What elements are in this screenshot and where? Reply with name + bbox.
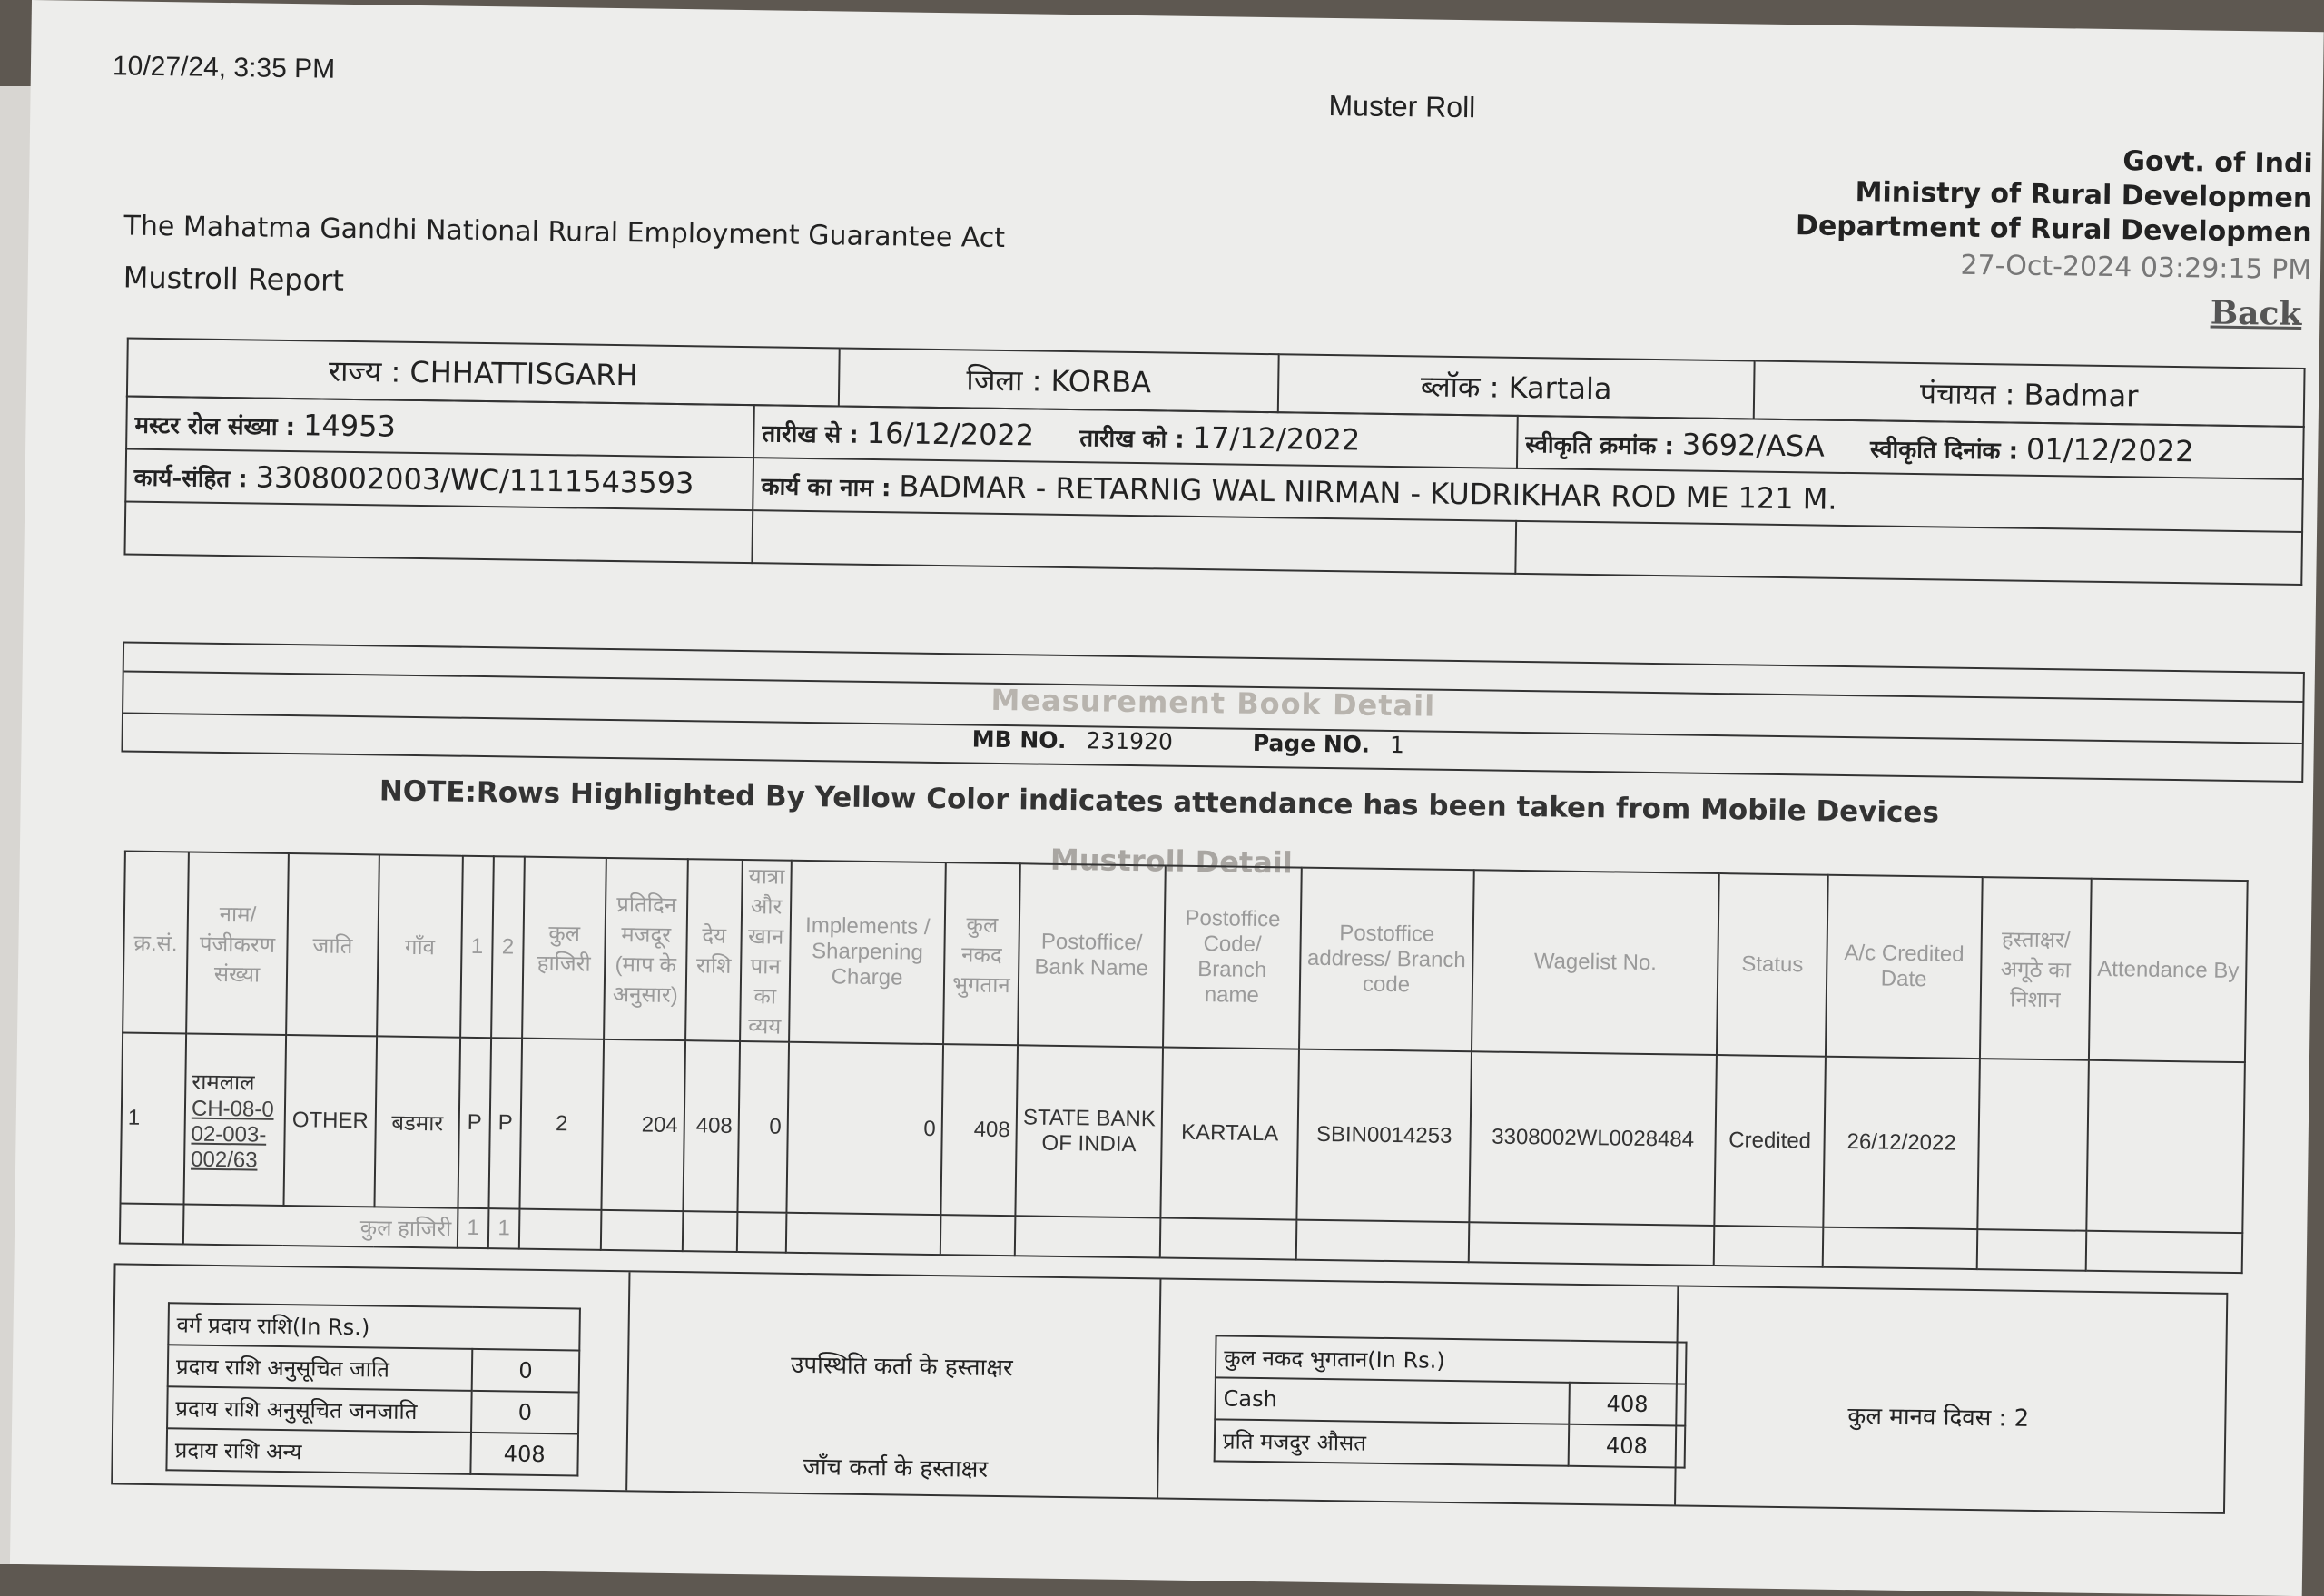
back-link[interactable]: Back — [2210, 293, 2302, 333]
cell-day-1: P — [458, 1038, 491, 1208]
gov-line-3: Department of Rural Developmen — [1795, 210, 2312, 250]
cell-branch: KARTALA — [1160, 1048, 1299, 1220]
mustroll-table — [119, 851, 2249, 1275]
cell-empty — [1977, 1229, 2087, 1271]
total-label: कुल हाजिरी — [183, 1204, 458, 1247]
table-row — [121, 1033, 2245, 1234]
cell-daily-wage: 204 — [601, 1039, 685, 1211]
mb-no: 231920 — [1086, 727, 1174, 755]
panchayat-cell: पंचायत : Badmar — [1754, 361, 2305, 427]
cell-empty — [737, 1212, 787, 1253]
cell-empty — [601, 1210, 684, 1251]
measurement-book-box — [121, 641, 2304, 783]
muster-no: 14953 — [302, 408, 397, 444]
cash-title: कुल नकद भुगतान(In Rs.) — [1216, 1335, 1687, 1384]
cell-total-cash: 408 — [940, 1044, 1018, 1216]
page-no-label: Page NO. — [1252, 729, 1371, 758]
col-branch: Postoffice Code/ Branch name — [1163, 866, 1302, 1049]
date-to: 17/12/2022 — [1192, 419, 1361, 458]
col-name: नाम/ पंजीकरण संख्या — [186, 852, 289, 1036]
cell-empty — [1714, 1226, 1824, 1267]
cell-empty — [1160, 1217, 1297, 1259]
col-day-1: 1 — [460, 856, 494, 1038]
sc-value: 0 — [472, 1349, 580, 1393]
checker-signature-label: जाँच कर्ता के हस्ताक्षर — [803, 1453, 989, 1483]
sc-label: प्रदाय राशि अनुसूचित जाति — [168, 1345, 473, 1391]
footer-box — [111, 1263, 2228, 1513]
other-label: प्रदाय राशि अन्य — [166, 1428, 471, 1474]
worker-name: रामलाल — [192, 1069, 255, 1096]
work-code-label: कार्य-संहित : — [133, 464, 256, 494]
col-day-2: 2 — [491, 856, 525, 1038]
cell-implements: 0 — [786, 1042, 943, 1215]
col-total-cash: कुल नकद भुगतान — [943, 862, 1020, 1045]
cell-empty — [519, 1209, 602, 1250]
print-datetime: 10/27/24, 3:35 PM — [112, 51, 336, 84]
col-implements: Implements / Sharpening Charge — [789, 861, 946, 1044]
muster-no-label: मस्टर रोल संख्या : — [134, 411, 304, 442]
empty-cell — [124, 501, 753, 563]
st-label: प्रदाय राशि अनुसूचित जनजाति — [167, 1386, 472, 1433]
table-header-row — [123, 852, 2248, 1063]
cell-total-attendance: 2 — [519, 1039, 604, 1210]
col-caste: जाति — [286, 853, 379, 1036]
col-attendance-by: Attendance By — [2089, 879, 2248, 1062]
col-wagelist: Wagelist No. — [1472, 870, 1719, 1055]
cell-day-2: P — [488, 1038, 522, 1208]
col-signature: हस्ताक्षर/ अगूठे का निशान — [1980, 877, 2092, 1060]
muster-roll-page — [10, 0, 2324, 1596]
person-days: कुल मानव दिवस : 2 — [1847, 1403, 2030, 1433]
cash-value: 408 — [1569, 1383, 1686, 1426]
work-code: 3308002003/WC/1111543593 — [255, 459, 694, 501]
gov-line-2: Ministry of Rural Developmen — [1855, 176, 2313, 215]
cash-label: Cash — [1215, 1377, 1570, 1424]
col-village: गाँव — [377, 854, 463, 1037]
cell-payable: 408 — [683, 1040, 740, 1212]
avg-value: 408 — [1569, 1424, 1686, 1468]
sanction-date: 01/12/2022 — [2025, 431, 2194, 469]
note-text: NOTE:Rows Highlighted By Yellow Color indicates attendance has been taken from Mobile Devices — [379, 774, 1940, 830]
cell-empty — [940, 1215, 1016, 1256]
cell-empty — [683, 1211, 738, 1252]
cell-empty — [1296, 1220, 1470, 1263]
cell-sn: 1 — [121, 1033, 187, 1205]
category-table — [165, 1302, 581, 1476]
state-cell: राज्य : CHHATTISGARH — [127, 339, 840, 407]
col-credited-date: A/c Credited Date — [1826, 875, 1983, 1059]
col-sn: क्र.सं. — [123, 852, 189, 1034]
cell-credited-date: 26/12/2022 — [1823, 1057, 1980, 1229]
district-cell: जिला : KORBA — [839, 348, 1279, 412]
total-day-1: 1 — [458, 1208, 489, 1248]
cell-attendance-by — [2086, 1060, 2245, 1233]
cell-empty — [786, 1213, 941, 1255]
mb-no-block — [972, 726, 1405, 759]
mb-title: Measurement Book Detail — [990, 682, 1436, 724]
block-cell: ब्लॉक : Kartala — [1278, 354, 1755, 419]
category-title: वर्ग प्रदाय राशि(In Rs.) — [168, 1303, 580, 1350]
work-name-label: कार्य का नाम : — [761, 473, 900, 503]
cell-travel: 0 — [737, 1041, 789, 1213]
cell-wagelist: 3308002WL0028484 — [1469, 1051, 1717, 1226]
cell-name — [183, 1033, 286, 1206]
col-status: Status — [1717, 873, 1828, 1057]
avg-label: प्रति मजदुर औसत — [1215, 1419, 1570, 1465]
st-value: 0 — [471, 1391, 579, 1434]
cell-bank: STATE BANK OF INDIA — [1015, 1045, 1163, 1217]
mustroll-detail-title: Mustroll Detail — [1049, 842, 1294, 881]
col-ifsc: Postoffice address/ Branch code — [1299, 868, 1474, 1052]
cash-table — [1214, 1335, 1688, 1468]
total-day-2: 1 — [488, 1208, 520, 1248]
empty-cell — [752, 510, 1516, 574]
cell-empty — [1823, 1227, 1978, 1269]
cell-village: बडमार — [374, 1036, 460, 1207]
act-title: The Mahatma Gandhi National Rural Employment Guarantee Act — [123, 210, 1006, 254]
cell-empty — [2086, 1231, 2243, 1273]
col-travel: यात्रा और खान पान का व्यय — [740, 860, 792, 1042]
page-no: 1 — [1389, 731, 1405, 759]
work-name: BADMAR - RETARNIG WAL NIRMAN - KUDRIKHAR ROD ME 121 M. — [899, 468, 1837, 517]
attendance-signature-label: उपस्थिति कर्ता के हस्ताक्षर — [790, 1351, 1013, 1383]
cell-empty — [1015, 1216, 1161, 1257]
col-payable: देय राशि — [685, 859, 743, 1041]
col-total-attendance: कुल हाजिरी — [522, 857, 606, 1039]
worker-reg-link[interactable]: CH-08-002-003-002/63 — [191, 1096, 274, 1173]
cell-ifsc: SBIN0014253 — [1296, 1049, 1472, 1223]
cell-signature — [1977, 1059, 2089, 1231]
muster-no-cell — [126, 397, 754, 458]
empty-cell — [1515, 521, 2302, 585]
gov-timestamp: 27-Oct-2024 03:29:15 PM — [1960, 249, 2312, 287]
col-daily-wage: प्रतिदिन मजदूर (माप के अनुसार) — [604, 858, 688, 1040]
print-title: Muster Roll — [1328, 88, 1476, 124]
cell-caste: OTHER — [283, 1035, 377, 1207]
date-from: 16/12/2022 — [866, 415, 1035, 453]
gov-line-1: Govt. of Indi — [2122, 145, 2313, 181]
cell-status: Credited — [1714, 1055, 1826, 1227]
date-to-label: तारीख को : — [1079, 425, 1193, 454]
mb-no-label: MB NO. — [971, 725, 1067, 754]
info-grid-2 — [123, 395, 2304, 585]
report-title: Mustroll Report — [123, 260, 345, 298]
date-from-label: तारीख से : — [762, 420, 867, 449]
cell-empty — [1469, 1222, 1715, 1266]
col-bank: Postoffice/ Bank Name — [1018, 863, 1166, 1047]
sanction-date-label: स्वीकृति दिनांक : — [1869, 436, 2027, 466]
sanction-no: 3692/ASA — [1681, 427, 1826, 464]
work-code-cell — [125, 449, 753, 511]
cell-empty — [120, 1203, 184, 1244]
other-value: 408 — [470, 1433, 578, 1476]
sanction-no-label: स्वीकृति क्रमांक : — [1525, 431, 1683, 461]
